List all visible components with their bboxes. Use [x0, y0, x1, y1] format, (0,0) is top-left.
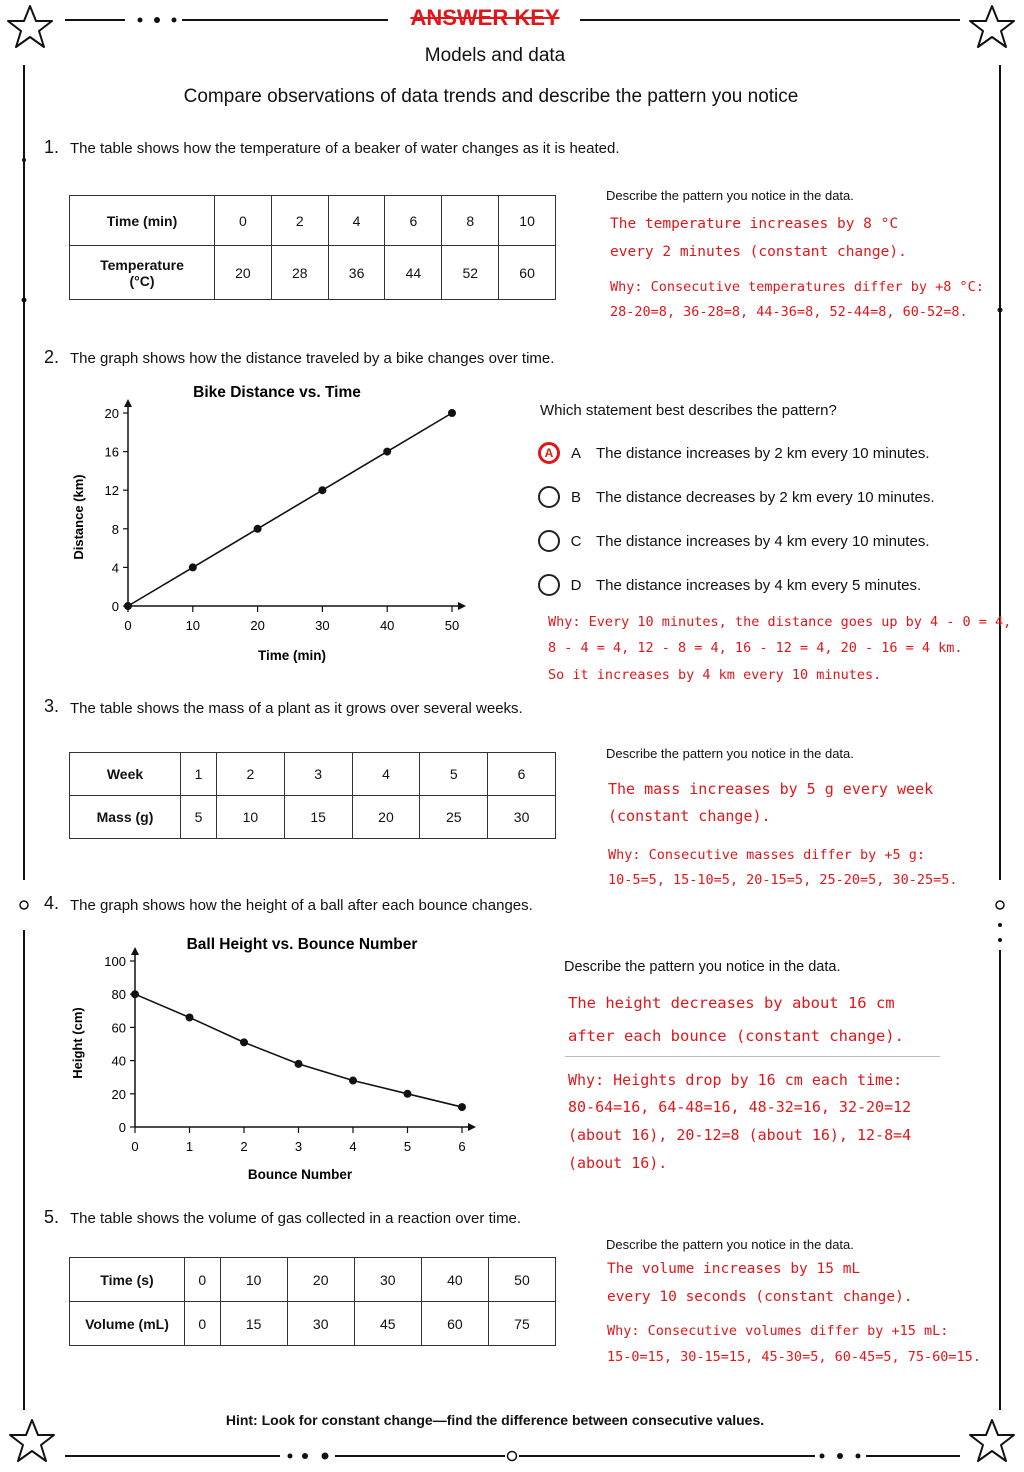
answer-why: Why: Consecutive masses differ by +5 g: [608, 847, 925, 863]
x-tick-label: 0 [124, 618, 132, 633]
table-cell: 4 [328, 196, 385, 246]
table-cell: 1 [181, 753, 217, 796]
ball-height-chart [60, 928, 490, 1188]
choice-letter: B [570, 488, 581, 506]
star-icon [970, 6, 1014, 47]
series-line [135, 994, 462, 1107]
y-axis-arrow [131, 947, 139, 955]
question-prompt: The table shows how the temperature of a beaker of water changes as it is heated. [70, 140, 620, 157]
table-cell: 20 [215, 246, 272, 300]
choice-a[interactable] [538, 442, 930, 464]
answer-why: 80-64=16, 64-48=16, 48-32=16, 32-20=12 [568, 1098, 912, 1116]
table-cell: 60 [421, 1302, 488, 1346]
choice-text: The distance increases by 4 km every 5 minutes. [596, 576, 922, 594]
describe-label: Describe the pattern you notice in the data. [564, 959, 841, 975]
table-cell: 28 [271, 246, 328, 300]
question-prompt: The graph shows how the distance traveled by a bike changes over time. [70, 350, 555, 367]
y-tick-label: 12 [104, 483, 119, 499]
table-cell: 15 [284, 796, 352, 839]
divider [565, 1056, 940, 1057]
choice-letter: D [570, 576, 582, 594]
data-point [189, 563, 197, 571]
table-cell: 52 [442, 246, 499, 300]
answer-why: (about 16). [568, 1154, 668, 1172]
table-cell: 45 [354, 1302, 421, 1346]
temperature-table [69, 195, 556, 300]
y-tick-label: 20 [111, 1086, 126, 1102]
data-point [383, 448, 391, 456]
table-cell: 60 [499, 246, 556, 300]
x-tick-label: 10 [185, 618, 201, 633]
hint-text: Hint: Look for constant change—find the difference between consecutive values. [225, 1412, 765, 1428]
answer-why: 8 - 4 = 4, 12 - 8 = 4, 16 - 12 = 4, 20 - 16 = 4 km. [548, 640, 963, 656]
x-tick-label: 0 [131, 1139, 139, 1154]
table-header: Week [70, 753, 181, 796]
data-point [131, 990, 139, 998]
question-prompt: The table shows the volume of gas collected in a reaction over time. [70, 1210, 522, 1227]
question-number: 5. [44, 1207, 60, 1227]
table-cell: 15 [220, 1302, 287, 1346]
answer-circle[interactable] [538, 486, 560, 508]
x-tick-label: 40 [379, 618, 395, 633]
answer-why: Why: Every 10 minutes, the distance goes up by 4 - 0 = 4, [548, 614, 1012, 630]
table-cell: 2 [216, 753, 284, 796]
answer-why: Why: Heights drop by 16 cm each time: [568, 1071, 903, 1089]
y-tick-label: 8 [111, 521, 119, 537]
x-tick-label: 50 [444, 618, 460, 633]
answer-why: 10-5=5, 15-10=5, 20-15=5, 25-20=5, 30-25=5. [608, 872, 958, 888]
answer-circle[interactable] [538, 530, 560, 552]
data-point [295, 1060, 303, 1068]
question-number: 1. [44, 137, 60, 157]
table-cell: 25 [420, 796, 488, 839]
data-point [240, 1038, 248, 1046]
y-tick-label: 100 [104, 954, 126, 969]
table-cell: 44 [385, 246, 442, 300]
choice-text: The distance decreases by 2 km every 10 minutes. [596, 488, 935, 506]
x-tick-label: 30 [315, 618, 330, 633]
y-tick-label: 0 [111, 599, 119, 614]
table-cell: 8 [442, 196, 499, 246]
y-axis-arrow [124, 399, 132, 407]
y-tick-label: 80 [111, 987, 126, 1003]
x-tick-label: 6 [458, 1139, 466, 1154]
table-cell: 4 [352, 753, 420, 796]
table-cell: 0 [185, 1258, 221, 1302]
answer-text: (constant change). [608, 807, 771, 825]
answer-why: Why: Consecutive temperatures differ by +8 °C: [610, 279, 984, 295]
x-tick-label: 1 [185, 1139, 194, 1154]
table-cell: 20 [352, 796, 420, 839]
table-cell: 36 [328, 246, 385, 300]
x-axis-label: Bounce Number [247, 1167, 353, 1182]
answer-why: Why: Consecutive volumes differ by +15 mL: [607, 1323, 949, 1339]
table-cell: 6 [385, 196, 442, 246]
chart-title: Ball Height vs. Bounce Number [186, 936, 418, 953]
table-cell: 40 [421, 1258, 488, 1302]
choice-text: The distance increases by 4 km every 10 minutes. [596, 532, 930, 550]
selected-answer-circle[interactable]: A [538, 442, 560, 464]
question-number: 3. [44, 696, 60, 716]
table-cell: 3 [284, 753, 352, 796]
table-cell: 30 [488, 796, 556, 839]
table-cell: 30 [287, 1302, 354, 1346]
table-cell: 0 [185, 1302, 221, 1346]
x-axis-label: Time (min) [257, 648, 327, 663]
answer-text: every 2 minutes (constant change). [610, 244, 907, 260]
table-cell: 6 [488, 753, 556, 796]
data-point [318, 486, 326, 494]
answer-text: The temperature increases by 8 °C [610, 216, 899, 232]
answer-circle[interactable] [538, 574, 560, 596]
choice-d[interactable] [538, 574, 921, 596]
table-cell: 20 [287, 1258, 354, 1302]
table-cell: 50 [488, 1258, 555, 1302]
choice-letter: C [570, 532, 582, 550]
data-point [124, 602, 132, 610]
table-cell: 5 [181, 796, 217, 839]
question-number: 2. [44, 347, 60, 367]
page-instructions: Compare observations of data trends and describe the pattern you notice [183, 86, 799, 107]
series-line [128, 413, 452, 606]
chart-title: Bike Distance vs. Time [193, 384, 361, 401]
mass-table [69, 752, 556, 839]
answer-text: The height decreases by about 16 cm [568, 994, 895, 1012]
describe-label: Describe the pattern you notice in the data. [606, 1237, 854, 1252]
answer-why: 15-0=15, 30-15=15, 45-30=5, 60-45=5, 75-60=15. [607, 1349, 981, 1365]
choice-letter: A [570, 444, 581, 462]
table-header: Volume (mL) [70, 1302, 185, 1346]
describe-label: Describe the pattern you notice in the data. [606, 188, 854, 203]
bike-distance-chart [60, 375, 490, 675]
answer-text: every 10 seconds (constant change). [607, 1289, 913, 1305]
choice-c[interactable] [538, 530, 930, 552]
y-axis-label: Height (cm) [70, 1007, 85, 1079]
answer-text: after each bounce (constant change). [568, 1027, 904, 1045]
table-cell: 10 [220, 1258, 287, 1302]
page-subtitle: Models and data [424, 45, 566, 66]
y-tick-label: 16 [104, 444, 119, 460]
table-header: Mass (g) [70, 796, 181, 839]
table-header: Time (s) [70, 1258, 185, 1302]
y-tick-label: 20 [104, 406, 119, 421]
answer-why: So it increases by 4 km every 10 minutes. [548, 667, 882, 683]
data-point [448, 409, 456, 417]
table-header: Time (min) [70, 196, 215, 246]
question-number: 4. [44, 893, 60, 913]
x-axis-arrow [458, 602, 466, 610]
table-cell: 2 [271, 196, 328, 246]
y-axis-label: Distance (km) [71, 474, 86, 560]
table-cell: 30 [354, 1258, 421, 1302]
answer-text: The volume increases by 15 mL [607, 1261, 861, 1277]
question-prompt: The graph shows how the height of a ball after each bounce changes. [70, 897, 533, 914]
table-cell: 75 [488, 1302, 555, 1346]
x-tick-label: 5 [403, 1139, 412, 1154]
table-header: Temperature (°C) [70, 246, 215, 300]
volume-table [69, 1257, 556, 1346]
choice-text: The distance increases by 2 km every 10 minutes. [596, 444, 930, 462]
choice-b[interactable] [538, 486, 935, 508]
data-point [404, 1090, 412, 1098]
y-tick-label: 60 [111, 1020, 126, 1036]
star-icon [8, 6, 52, 47]
x-axis-arrow [468, 1123, 476, 1131]
y-tick-label: 4 [111, 560, 119, 576]
answer-text: The mass increases by 5 g every week [608, 780, 934, 798]
data-point [349, 1077, 357, 1085]
table-cell: 10 [216, 796, 284, 839]
table-cell: 0 [215, 196, 272, 246]
answer-key-title: ANSWER KEY [410, 5, 560, 30]
y-tick-label: 40 [111, 1053, 126, 1069]
mc-question: Which statement best describes the pattern? [540, 402, 837, 419]
y-tick-label: 0 [118, 1120, 126, 1135]
question-prompt: The table shows the mass of a plant as it grows over several weeks. [70, 700, 523, 717]
x-tick-label: 20 [250, 618, 265, 633]
table-cell: 5 [420, 753, 488, 796]
x-tick-label: 3 [294, 1139, 303, 1154]
table-cell: 10 [499, 196, 556, 246]
answer-why: (about 16), 20-12=8 (about 16), 12-8=4 [568, 1126, 912, 1144]
describe-label: Describe the pattern you notice in the data. [606, 746, 854, 761]
x-tick-label: 2 [240, 1139, 248, 1154]
data-point [254, 525, 262, 533]
answer-why: 28-20=8, 36-28=8, 44-36=8, 52-44=8, 60-52=8. [610, 304, 968, 320]
x-tick-label: 4 [349, 1139, 357, 1154]
data-point [186, 1013, 194, 1021]
data-point [458, 1103, 466, 1111]
